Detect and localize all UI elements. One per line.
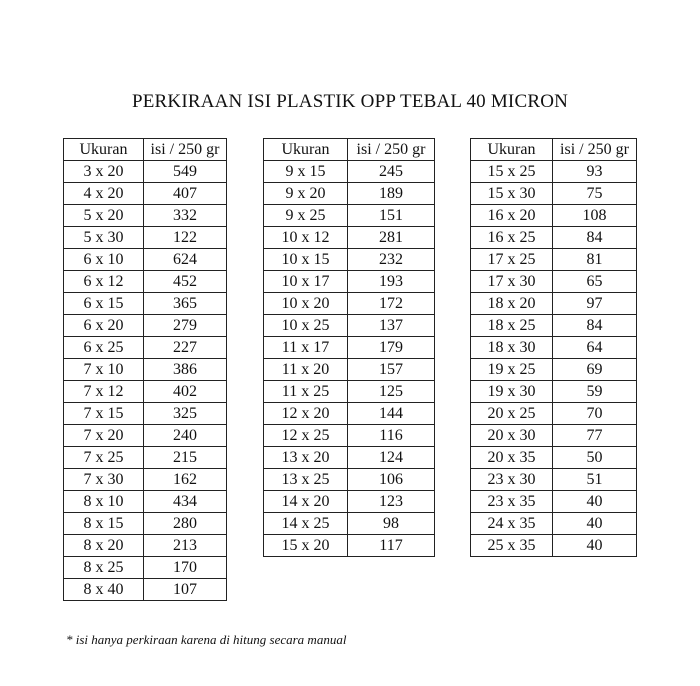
size-table-3: [470, 138, 637, 557]
quantity-cell: 280: [144, 513, 227, 535]
table-row: [64, 249, 227, 271]
table-row: [264, 447, 435, 469]
size-cell: 7 x 30: [64, 469, 144, 491]
quantity-cell: 97: [553, 293, 637, 315]
table-row: [64, 227, 227, 249]
size-cell: 24 x 35: [471, 513, 553, 535]
quantity-cell: 40: [553, 513, 637, 535]
table-header-row: [471, 139, 637, 161]
size-cell: 20 x 30: [471, 425, 553, 447]
table-row: [64, 491, 227, 513]
quantity-cell: 137: [348, 315, 435, 337]
quantity-cell: 245: [348, 161, 435, 183]
table-row: [264, 183, 435, 205]
size-cell: 8 x 15: [64, 513, 144, 535]
size-cell: 8 x 40: [64, 579, 144, 601]
quantity-cell: 40: [553, 535, 637, 557]
table-header-row: [64, 139, 227, 161]
table-row: [64, 161, 227, 183]
quantity-cell: 106: [348, 469, 435, 491]
quantity-cell: 123: [348, 491, 435, 513]
table-row: [264, 425, 435, 447]
table-row: [471, 491, 637, 513]
table-row: [471, 403, 637, 425]
size-cell: 15 x 20: [264, 535, 348, 557]
size-cell: 5 x 30: [64, 227, 144, 249]
quantity-cell: 452: [144, 271, 227, 293]
table-row: [64, 271, 227, 293]
table-row: [64, 557, 227, 579]
footnote: * isi hanya perkiraan karena di hitung secara manual: [66, 632, 347, 647]
size-cell: 25 x 35: [471, 535, 553, 557]
table-row: [64, 425, 227, 447]
quantity-cell: 107: [144, 579, 227, 601]
table-row: [471, 315, 637, 337]
table-row: [264, 491, 435, 513]
table-row: [264, 293, 435, 315]
table-row: [471, 447, 637, 469]
size-cell: 6 x 25: [64, 337, 144, 359]
table-row: [471, 249, 637, 271]
table-row: [64, 535, 227, 557]
table-row: [264, 535, 435, 557]
size-cell: 16 x 25: [471, 227, 553, 249]
table-row: [64, 381, 227, 403]
size-cell: 23 x 35: [471, 491, 553, 513]
size-cell: 15 x 30: [471, 183, 553, 205]
table-row: [64, 183, 227, 205]
table-row: [264, 381, 435, 403]
table-row: [471, 183, 637, 205]
quantity-cell: 65: [553, 271, 637, 293]
size-cell: 17 x 25: [471, 249, 553, 271]
size-cell: 18 x 20: [471, 293, 553, 315]
table-row: [64, 513, 227, 535]
table-row: [471, 359, 637, 381]
table-row: [264, 337, 435, 359]
table-row: [264, 205, 435, 227]
size-cell: 10 x 25: [264, 315, 348, 337]
size-cell: 14 x 20: [264, 491, 348, 513]
quantity-cell: 279: [144, 315, 227, 337]
size-cell: 20 x 35: [471, 447, 553, 469]
table-row: [264, 315, 435, 337]
size-cell: 6 x 15: [64, 293, 144, 315]
size-cell: 19 x 30: [471, 381, 553, 403]
table-header-row: [264, 139, 435, 161]
table-row: [64, 403, 227, 425]
size-cell: 8 x 20: [64, 535, 144, 557]
quantity-cell: 59: [553, 381, 637, 403]
size-cell: 19 x 25: [471, 359, 553, 381]
quantity-cell: 93: [553, 161, 637, 183]
table-row: [64, 469, 227, 491]
document-title: PERKIRAAN ISI PLASTIK OPP TEBAL 40 MICRON: [131, 91, 569, 112]
header-quantity: isi / 250 gr: [553, 139, 637, 161]
table-row: [264, 271, 435, 293]
size-cell: 7 x 12: [64, 381, 144, 403]
quantity-cell: 332: [144, 205, 227, 227]
quantity-cell: 51: [553, 469, 637, 491]
quantity-cell: 365: [144, 293, 227, 315]
quantity-cell: 407: [144, 183, 227, 205]
header-quantity: isi / 250 gr: [144, 139, 227, 161]
size-cell: 11 x 20: [264, 359, 348, 381]
table-row: [64, 447, 227, 469]
quantity-cell: 69: [553, 359, 637, 381]
quantity-cell: 162: [144, 469, 227, 491]
table-row: [264, 469, 435, 491]
table-row: [471, 425, 637, 447]
quantity-cell: 227: [144, 337, 227, 359]
size-cell: 7 x 20: [64, 425, 144, 447]
quantity-cell: 84: [553, 227, 637, 249]
size-cell: 16 x 20: [471, 205, 553, 227]
quantity-cell: 40: [553, 491, 637, 513]
size-cell: 6 x 10: [64, 249, 144, 271]
quantity-cell: 117: [348, 535, 435, 557]
quantity-cell: 122: [144, 227, 227, 249]
quantity-cell: 172: [348, 293, 435, 315]
table-row: [264, 359, 435, 381]
size-cell: 6 x 20: [64, 315, 144, 337]
table-row: [264, 403, 435, 425]
size-cell: 7 x 15: [64, 403, 144, 425]
quantity-cell: 64: [553, 337, 637, 359]
size-cell: 10 x 15: [264, 249, 348, 271]
table-row: [264, 249, 435, 271]
size-cell: 15 x 25: [471, 161, 553, 183]
header-size: Ukuran: [471, 139, 553, 161]
quantity-cell: 325: [144, 403, 227, 425]
quantity-cell: 240: [144, 425, 227, 447]
size-cell: 8 x 25: [64, 557, 144, 579]
quantity-cell: 108: [553, 205, 637, 227]
size-cell: 18 x 30: [471, 337, 553, 359]
size-cell: 9 x 25: [264, 205, 348, 227]
quantity-cell: 215: [144, 447, 227, 469]
table-row: [64, 205, 227, 227]
quantity-cell: 77: [553, 425, 637, 447]
table-row: [64, 315, 227, 337]
size-cell: 11 x 17: [264, 337, 348, 359]
table-row: [64, 293, 227, 315]
quantity-cell: 157: [348, 359, 435, 381]
quantity-cell: 281: [348, 227, 435, 249]
table-row: [64, 579, 227, 601]
quantity-cell: 386: [144, 359, 227, 381]
size-cell: 3 x 20: [64, 161, 144, 183]
quantity-cell: 98: [348, 513, 435, 535]
size-cell: 5 x 20: [64, 205, 144, 227]
quantity-cell: 124: [348, 447, 435, 469]
table-row: [471, 205, 637, 227]
table-row: [471, 161, 637, 183]
size-table-1: [63, 138, 227, 601]
quantity-cell: 70: [553, 403, 637, 425]
size-cell: 7 x 10: [64, 359, 144, 381]
quantity-cell: 50: [553, 447, 637, 469]
table-row: [471, 271, 637, 293]
table-row: [64, 337, 227, 359]
table-row: [264, 513, 435, 535]
size-cell: 23 x 30: [471, 469, 553, 491]
quantity-cell: 179: [348, 337, 435, 359]
table-row: [471, 469, 637, 491]
size-table-2: [263, 138, 435, 557]
table-row: [64, 359, 227, 381]
quantity-cell: 232: [348, 249, 435, 271]
size-cell: 8 x 10: [64, 491, 144, 513]
quantity-cell: 151: [348, 205, 435, 227]
size-cell: 11 x 25: [264, 381, 348, 403]
quantity-cell: 434: [144, 491, 227, 513]
quantity-cell: 75: [553, 183, 637, 205]
table-row: [264, 161, 435, 183]
quantity-cell: 84: [553, 315, 637, 337]
quantity-cell: 402: [144, 381, 227, 403]
quantity-cell: 144: [348, 403, 435, 425]
size-cell: 12 x 20: [264, 403, 348, 425]
size-cell: 13 x 25: [264, 469, 348, 491]
table-row: [264, 227, 435, 249]
table-row: [471, 535, 637, 557]
table-row: [471, 293, 637, 315]
quantity-cell: 549: [144, 161, 227, 183]
quantity-cell: 624: [144, 249, 227, 271]
quantity-cell: 193: [348, 271, 435, 293]
quantity-cell: 170: [144, 557, 227, 579]
size-cell: 14 x 25: [264, 513, 348, 535]
quantity-cell: 189: [348, 183, 435, 205]
size-cell: 6 x 12: [64, 271, 144, 293]
size-cell: 18 x 25: [471, 315, 553, 337]
header-size: Ukuran: [264, 139, 348, 161]
size-cell: 7 x 25: [64, 447, 144, 469]
size-cell: 4 x 20: [64, 183, 144, 205]
header-size: Ukuran: [64, 139, 144, 161]
quantity-cell: 116: [348, 425, 435, 447]
size-cell: 9 x 20: [264, 183, 348, 205]
size-cell: 9 x 15: [264, 161, 348, 183]
size-cell: 12 x 25: [264, 425, 348, 447]
size-cell: 13 x 20: [264, 447, 348, 469]
size-cell: 10 x 20: [264, 293, 348, 315]
size-cell: 10 x 17: [264, 271, 348, 293]
size-cell: 10 x 12: [264, 227, 348, 249]
size-cell: 17 x 30: [471, 271, 553, 293]
header-quantity: isi / 250 gr: [348, 139, 435, 161]
table-row: [471, 381, 637, 403]
table-row: [471, 337, 637, 359]
quantity-cell: 125: [348, 381, 435, 403]
table-row: [471, 513, 637, 535]
table-row: [471, 227, 637, 249]
size-cell: 20 x 25: [471, 403, 553, 425]
quantity-cell: 213: [144, 535, 227, 557]
quantity-cell: 81: [553, 249, 637, 271]
